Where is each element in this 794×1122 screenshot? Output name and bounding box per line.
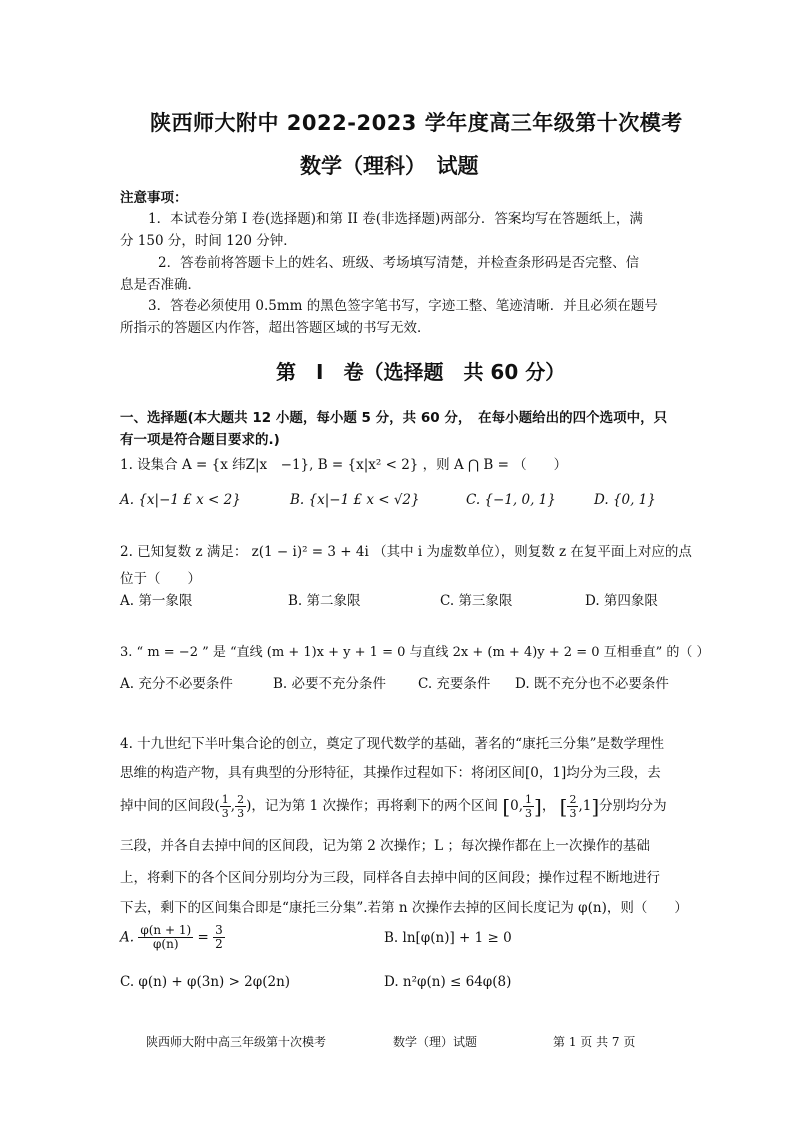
exam-subtitle: 数学（理科） 试题: [300, 154, 479, 178]
q2-option-d: D. 第四象限: [585, 593, 658, 609]
q2-option-c: C. 第三象限: [440, 593, 513, 609]
footer-school: 陕西师大附中高三年级第十次模考: [146, 1035, 327, 1049]
q2-stem-line2: 位于（ ）: [120, 571, 201, 587]
q2-option-b: B. 第二象限: [288, 593, 361, 609]
q4-option-c: C. φ(n) + φ(3n) > 2φ(2n): [120, 974, 291, 990]
footer-page-number: 第 1 页 共 7 页: [553, 1035, 636, 1049]
q3-option-d: D. 既不充分也不必要条件: [515, 676, 669, 692]
q4-option-a-rhs: $\frac{3}{2}$: [215, 923, 223, 951]
note-3a: 3．答卷必须使用 0.5mm 的黑色签字笔书写，字迹工整、笔迹清晰．并且必须在题号: [148, 298, 658, 314]
q4-option-d: D. n²φ(n) ≤ 64φ(8): [384, 974, 512, 990]
footer-subject: 数学（理）试题: [393, 1035, 478, 1049]
q4-line5: 上，将剩下的各个区间分别均分为三段，同样各自去掉中间的区间段；操作过程不断地进行: [120, 870, 660, 886]
q4-option-b: B. ln[φ(n)] + 1 ≥ 0: [384, 930, 512, 946]
q4-line2: 思维的构造产物，具有典型的分形特征，其操作过程如下：将闭区间[0，1]均分为三段，去: [120, 765, 661, 781]
note-2b: 息是否准确．: [120, 277, 201, 293]
q4-option-a-fraction: $\frac{\varphi(n + 1)}{\varphi(n)}$: [140, 923, 192, 951]
q4-line3-start: 掉中间的区间段(: [120, 798, 220, 814]
part-heading-line2: 有一项是符合题目要求的.): [120, 432, 280, 448]
q1-option-c: C. {−1, 0, 1}: [466, 492, 556, 508]
fraction-two-thirds: $\frac{2}{3}$: [237, 793, 245, 820]
q3-option-b: B. 必要不充分条件: [273, 676, 387, 692]
q4-option-a: A. $\frac{\varphi(n + 1)}{\varphi(n)}$ = $\frac{3}{2}$: [120, 923, 223, 951]
q1-option-b: B. {x|−1 £ x < √2}: [290, 492, 420, 508]
section-title: 第 I 卷（选择题 共 60 分）: [276, 360, 566, 384]
fraction-one-third: $\frac{1}{3}$: [221, 793, 229, 820]
note-3b: 所指示的答题区内作答，超出答题区域的书写无效．: [120, 320, 431, 336]
note-2a: 2．答卷前将答题卡上的姓名、班级、考场填写清楚，并检查条形码是否完整、信: [158, 255, 640, 271]
q4-line6: 下去，剩下的区间集合即是“康托三分集”.若第 n 次操作去掉的区间长度记为 φ(n)，则（ ）: [120, 900, 688, 916]
notes-heading: 注意事项：: [120, 190, 188, 206]
q2-stem: 2. 已知复数 z 满足： z(1 − i)² = 3 + 4i （其中 i 为虚数单位），则复数 z 在复平面上对应的点: [120, 544, 692, 560]
exam-title: 陕西师大附中 2022-2023 学年度高三年级第十次模考: [150, 111, 683, 135]
q1-stem: 1. 设集合 A = {x 纬Z|x −1}, B = {x|x² < 2} ，则 A ⋂ B = （ ）: [120, 457, 568, 473]
q4-line4: 三段，并各自去掉中间的区间段，记为第 2 次操作；L ；每次操作都在上一次操作的基础: [120, 838, 650, 854]
q4-line3-end: 分别均分为: [599, 798, 667, 814]
q4-line3: 掉中间的区间段( $\frac{1}{3}$ , $\frac{2}{3}$ )，记为第 1 次操作；再将剩下的两个区间 [0, $\frac{1}{3}$ ]， [ $\frac{2}{3}$ ,1]分别均分为: [120, 793, 667, 820]
q3-option-c: C. 充要条件: [418, 676, 491, 692]
q1-option-d: D. {0, 1}: [594, 492, 656, 508]
q3-option-a: A. 充分不必要条件: [120, 676, 233, 692]
q3-stem: 3. “ m = −2 ” 是 “直线 (m + 1)x + y + 1 = 0 与直线 2x + (m + 4)y + 2 = 0 互相垂直” 的（ ）: [120, 645, 710, 660]
q4-line3-mid: )，记为第 1 次操作；再将剩下的两个区间: [246, 798, 499, 814]
q2-option-a: A. 第一象限: [120, 593, 193, 609]
note-1b: 分 150 分，时间 120 分钟．: [120, 233, 297, 249]
q1-option-a: A. {x|−1 £ x < 2}: [120, 492, 241, 508]
q4-line1: 4. 十九世纪下半叶集合论的创立，奠定了现代数学的基础，著名的“康托三分集”是数学理性: [120, 736, 664, 752]
note-1a: 1．本试卷分第 I 卷(选择题)和第 II 卷(非选择题)两部分．答案均写在答题纸上，满: [148, 211, 643, 227]
part-heading-line1: 一、选择题(本大题共 12 小题，每小题 5 分，共 60 分， 在每小题给出的四个选项中，只: [120, 410, 668, 426]
